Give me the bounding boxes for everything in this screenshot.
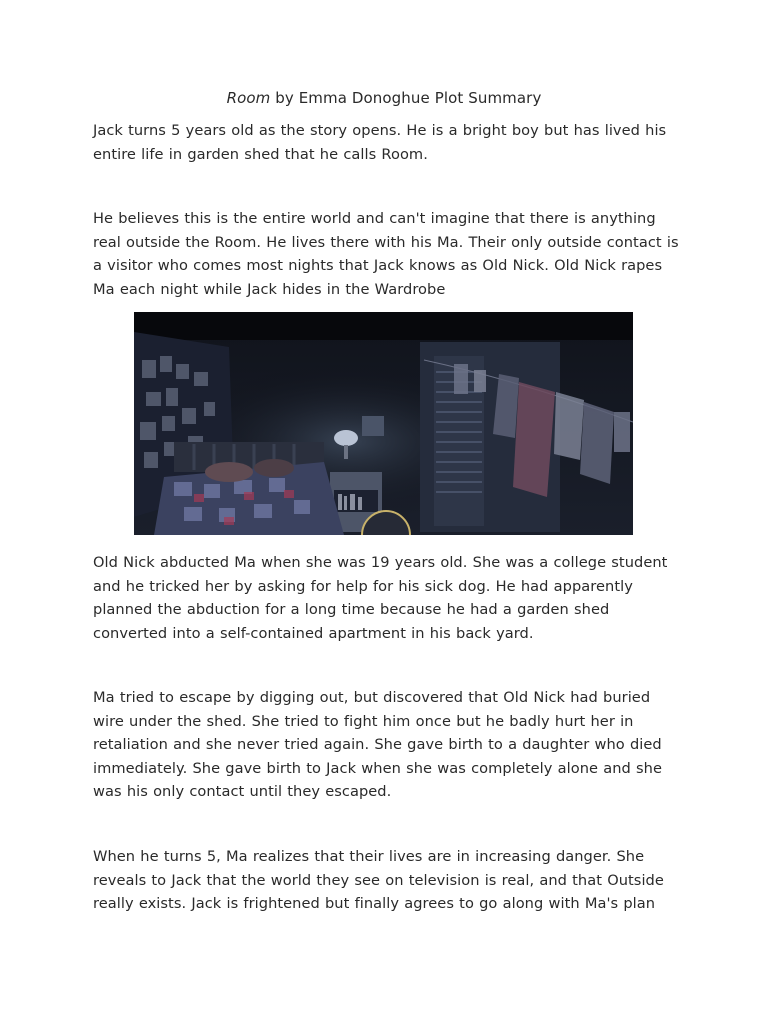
paragraph-4: Ma tried to escape by digging out, but discovered that Old Nick had buried wire under the shed. She tried to fight him once but he badly hurt her in retaliation and she never tried again. She gave birth to a daughter who died immediately. She gave birth to Jack when she was completely alone and she was his only contact until they escaped. (93, 689, 662, 801)
paragraph-3: Old Nick abducted Ma when she was 19 years old. She was a college student and he tricked her by asking for help for his sick dog. He had apparently planned the abduction for a long time because he had a garden shed converted into a self-contained apartment in his back yard. (93, 554, 668, 642)
paragraph-2: He believes this is the entire world and can't imagine that there is anything real outside the Room. He lives there with his Ma. Their only outside contact is a visitor who comes most nights that Jack knows as Old Nick. Old Nick rapes Ma each night while Jack hides in the Wardrobe (93, 210, 679, 298)
paragraph-5: When he turns 5, Ma realizes that their lives are in increasing danger. She reveals to Jack that the world they see on television is real, and that Outside really exists. Jack is frightened but finally agrees to go along with Ma's plan (93, 848, 664, 913)
page-title (0, 88, 768, 108)
title-rest: by Emma Donoghue Plot Summary (270, 89, 542, 107)
title-book-name: Room (226, 89, 271, 107)
film-still-image (134, 312, 633, 535)
paragraph-1: Jack turns 5 years old as the story opens. He is a bright boy but has lived his entire life in garden shed that he calls Room. (93, 122, 667, 163)
